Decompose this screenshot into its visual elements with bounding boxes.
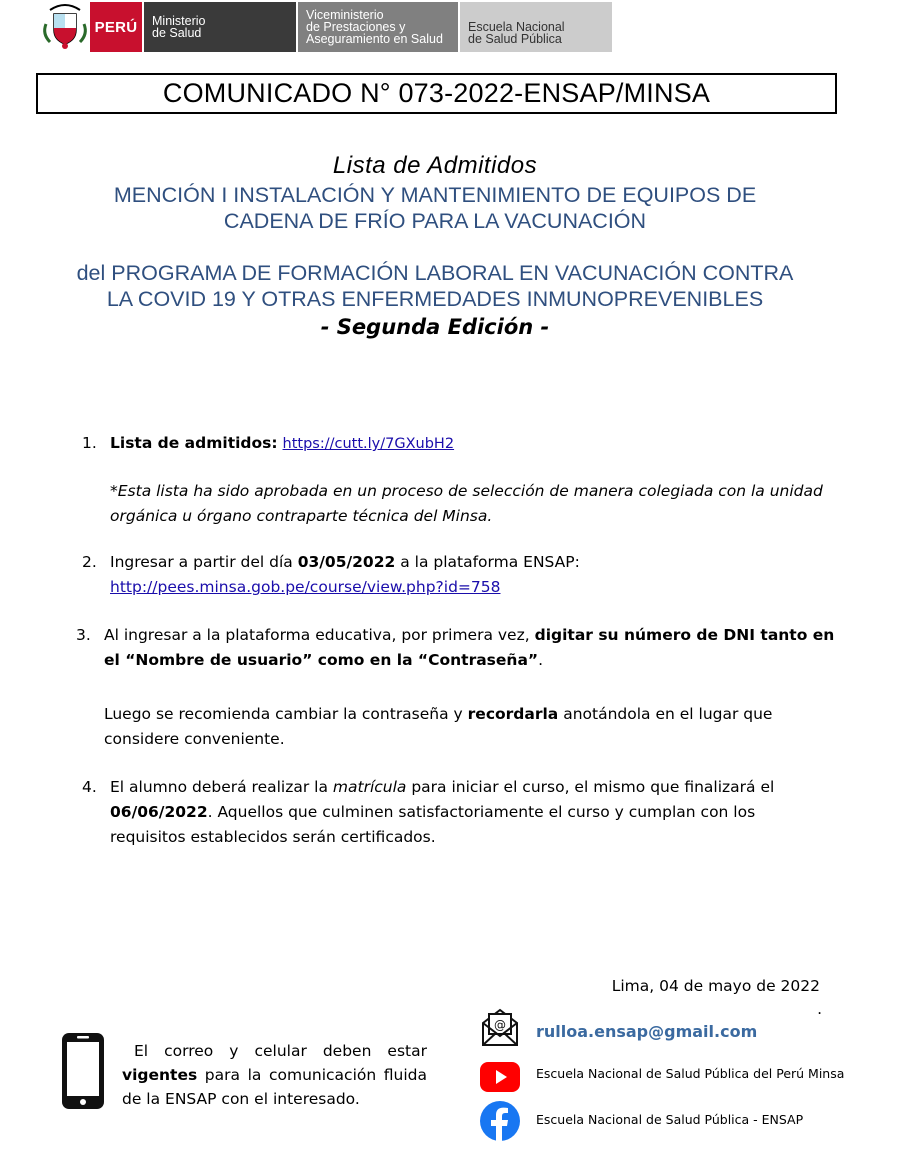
item-3-p2-text: Luego se recomienda cambiar la contraseña y bbox=[104, 705, 468, 723]
phone-icon bbox=[60, 1031, 106, 1116]
platform-link[interactable]: http://pees.minsa.gob.pe/course/view.php?id=758 bbox=[110, 578, 501, 596]
item-4-italic: matrícula bbox=[332, 778, 407, 796]
vice-ministry-line-2: de Prestaciones y bbox=[306, 20, 406, 34]
ministry-line-2: de Salud bbox=[152, 26, 202, 40]
item-1-number: 1. bbox=[82, 434, 97, 452]
item-4-text-4: requisitos establecidos serán certificados. bbox=[110, 828, 436, 846]
school-line-2: de Salud Pública bbox=[468, 32, 562, 46]
item-4-text-3: . Aquellos que culminen satisfactoriamente el curso y cumplan con los bbox=[207, 803, 756, 821]
item-4-text-2: para iniciar el curso, el mismo que finalizará el bbox=[406, 778, 775, 796]
note-line-2: orgánica u órgano contraparte técnica del Minsa. bbox=[110, 507, 493, 525]
vice-ministry-line-3: Aseguramiento en Salud bbox=[306, 32, 443, 46]
item-4-number: 4. bbox=[82, 778, 97, 796]
item-3-p2-line-2: considere conveniente. bbox=[104, 730, 285, 748]
item-2-text-end: a la plataforma ENSAP: bbox=[395, 553, 580, 571]
ministry-line-1: Ministerio bbox=[152, 14, 206, 28]
coat-of-arms-icon bbox=[40, 2, 90, 52]
mencion-line-1: MENCIÓN I INSTALACIÓN Y MANTENIMIENTO DE EQUIPOS DE bbox=[113, 183, 757, 207]
programa-line-1: del PROGRAMA DE FORMACIÓN LABORAL EN VACUNACIÓN CONTRA bbox=[76, 261, 794, 285]
item-1 bbox=[110, 431, 840, 457]
item-4 bbox=[110, 775, 850, 850]
contact-notice bbox=[122, 1039, 427, 1111]
item-3-p2-text-end: anotándola en el lugar que bbox=[558, 705, 773, 723]
vice-ministry-label bbox=[298, 2, 458, 52]
end-date: 06/06/2022 bbox=[110, 803, 208, 821]
programa-heading bbox=[0, 260, 870, 312]
facebook-icon[interactable] bbox=[479, 1100, 521, 1147]
edition-label: - Segunda Edición - bbox=[320, 315, 550, 339]
peru-badge: PERÚ bbox=[90, 2, 142, 52]
header-logo-bar bbox=[40, 2, 612, 52]
youtube-icon[interactable] bbox=[479, 1061, 521, 1098]
contact-email[interactable]: rulloa.ensap@gmail.com bbox=[536, 1022, 758, 1041]
item-3 bbox=[104, 623, 844, 673]
start-date: 03/05/2022 bbox=[297, 553, 396, 571]
notice-text-1: El correo y celular deben estar bbox=[134, 1042, 427, 1060]
programa-line-2: LA COVID 19 Y OTRAS ENFERMEDADES INMUNOPREVENIBLES bbox=[106, 287, 764, 311]
item-3-bold-2: el “Nombre de usuario” como en la “Contraseña” bbox=[104, 651, 539, 669]
school-label bbox=[460, 2, 612, 52]
item-3-number: 3. bbox=[76, 626, 91, 644]
mencion-line-2: CADENA DE FRÍO PARA LA VACUNACIÓN bbox=[223, 209, 647, 233]
item-1-label: Lista de admitidos: bbox=[110, 434, 278, 452]
item-3-bold-1: digitar su número de DNI tanto en bbox=[534, 626, 835, 644]
notice-bold: vigentes bbox=[122, 1066, 198, 1084]
item-3-paragraph-2 bbox=[104, 702, 844, 752]
notice-text-3: de la ENSAP con el interesado. bbox=[122, 1090, 360, 1108]
item-3-period: . bbox=[538, 651, 544, 669]
item-3-text: Al ingresar a la plataforma educativa, por primera vez, bbox=[104, 626, 535, 644]
item-2 bbox=[110, 550, 840, 600]
ministry-label bbox=[144, 2, 296, 52]
list-subtitle: Lista de Admitidos bbox=[332, 152, 538, 179]
item-3-p2-bold: recordarla bbox=[467, 705, 559, 723]
notice-text-2: para la comunicación fluida bbox=[197, 1066, 427, 1084]
item-2-number: 2. bbox=[82, 553, 97, 571]
item-1-note bbox=[110, 479, 850, 529]
svg-text:@: @ bbox=[494, 1018, 506, 1032]
email-icon bbox=[480, 1006, 520, 1053]
item-2-text: Ingresar a partir del día bbox=[110, 553, 298, 571]
facebook-page[interactable]: Escuela Nacional de Salud Pública - ENSAP bbox=[536, 1112, 804, 1127]
school-line-1: Escuela Nacional bbox=[468, 20, 565, 34]
admitted-list-link[interactable]: https://cutt.ly/7GXubH2 bbox=[282, 436, 455, 452]
place-date-dot: . bbox=[817, 1000, 822, 1018]
mencion-heading bbox=[0, 182, 870, 234]
note-line-1: *Esta lista ha sido aprobada en un proceso de selección de manera colegiada con la unidad bbox=[110, 482, 823, 500]
youtube-channel[interactable]: Escuela Nacional de Salud Pública del Perú Minsa bbox=[536, 1066, 845, 1081]
item-4-text: El alumno deberá realizar la bbox=[110, 778, 333, 796]
document-title: COMUNICADO N° 073-2022-ENSAP/MINSA bbox=[36, 73, 837, 114]
place-date: Lima, 04 de mayo de 2022 bbox=[611, 977, 820, 995]
vice-ministry-line-1: Viceministerio bbox=[306, 8, 384, 22]
